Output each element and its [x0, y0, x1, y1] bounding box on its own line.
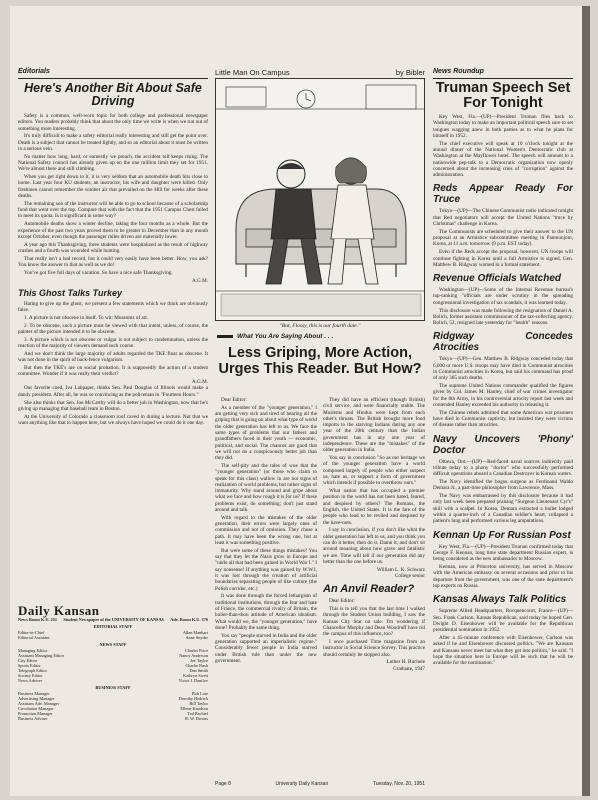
news-paragraph: The chief executive will speak at 10 o'clock tonight at the annual dinner of the National Women's Democratic club at Washington at the Mayflower hotel. The speech will amount to a nationwide pep-talk to a Democratic organization now openly concerned about the increasing cries of "corruption" against the administration.	[433, 140, 573, 179]
staff-role: Business Adviser	[18, 716, 48, 722]
paragraph: You say in conclusion "So as our heritage we of the younger generation have a world composed largely of people who either suspect us, hate us, or support a form of government which intends if possible to overthrow ours."	[323, 455, 425, 487]
news-headline: Revenue Officials Watched	[433, 273, 562, 285]
paragraph: 2. To be obscene, such a picture must be viewed with that intent, unless, of course, the painter of the picture intended it to be obscene.	[18, 322, 208, 336]
editorial-signature: A.G.M.	[192, 277, 208, 284]
staff-person: Charles Price	[184, 648, 208, 654]
ads-room: Adv. Room K.U. 376	[170, 617, 208, 623]
news-paragraph: After a 45-minute conference with Eisenhower, Carlson was asked if he and Eisenhower discussed politics. "We are Kansans and Kansans never meet but what they get into politics," he said. "I hope the situation here in Europe will be such that he will be available for the nomination."	[433, 634, 573, 667]
paragraph: Safety is a common, well-worn topic for both college and professional newspaper editors. You readers probably think that about the only time we write is when we run out of something more interesting.	[18, 113, 208, 132]
news-paragraph: Even if the Reds accept the proposal, however, UN troops will continue fighting in Korea until a full Armistice is signed, Gen. Matthew B. Ridgway warned in a formal statement.	[433, 249, 573, 268]
staff-person: Ted Bachtel	[187, 711, 208, 717]
paragraph: Dear Editor:	[221, 397, 247, 403]
news-headline: Navy Uncovers 'Phony' Doctor	[433, 433, 573, 456]
staff-role: Assistant Adv. Manager	[18, 701, 60, 707]
news-paragraph: Ottawa, Ont.—(UP)—Red-faced naval sources indirectly paid tribute today to a phony "doctor" who successfully performed difficult operations aboard a Canadian Destroyer in Korean waters.	[433, 458, 573, 478]
news-paragraph: Tokyo—(UP)—The Chinese Communist radio indicated tonight that Red negotiators will accept the United Nations "truce by Christmas" challenge in Korea.	[433, 208, 573, 228]
anvil-signature: Luther H. Buchele	[386, 659, 425, 666]
news-staff-list	[18, 648, 208, 683]
paragraph: She also thinks that Sen. Joe McCarthy will do a better job in Washington, now that he's giving up managing that baseball team in Boston.	[18, 399, 208, 412]
staff-person: Ellene Knudson	[180, 706, 208, 712]
news-column	[433, 78, 573, 793]
staff-row	[18, 635, 208, 640]
news-paragraph: Supreme Allied Headquarters, Rocquencourt, France—(UP)—Sen. Frank Carlson, Kansas Republican, said today he hoped Gen. Dwight D. Eisenhower will be available for the Republican presidential nomination in 1952.	[433, 608, 573, 634]
masthead-title: Daily Kansan	[18, 603, 100, 618]
staff-role: Promotion Manager	[18, 711, 53, 717]
staff-row	[18, 678, 208, 683]
staff-role: Circulation Manager	[18, 706, 54, 712]
paragraph: It's truly difficult to make a safety editorial really interesting and still get the point over. Death is a subject that cannot be treated lightly, and so an editorial about it must be written in a serious vein.	[18, 133, 208, 152]
news-paragraph: The Chinese rebels admitted that some American war prisoners have died in Communist captivity, but insisted they were victims of disease rather than atrocities.	[433, 409, 573, 429]
news-paragraph: The Navy identified the bogus surgeon as Ferdinand Waldo Demara Jr., a part-time philosopher from Lawrence, Mass.	[433, 479, 573, 492]
ghost-signature: A.G.M.	[192, 379, 208, 386]
news-paragraph: The Navy was embarrassed by this disclosure because it had only last week been prepared praising "Surgeon Lieutenant Cyr's" skill with a scalpel. In Korea, Demara extracted a bullet lodged within a quarter-inch of a Canadian soldier's heart, collapsed a patient's lung and performed various leg amputations.	[433, 493, 573, 525]
anvil-body	[323, 598, 425, 658]
letter-signature-title: College senior	[394, 573, 425, 580]
staff-person: Allan Manhart	[182, 630, 208, 636]
paragraph: You've got five full days of vacation. So have a nice safe Thanksgiving.	[24, 269, 173, 276]
paragraph: A year ago this Thanksgiving, three students were hospitalized as the result of highway crashes and a fourth was wounded while hunting.	[18, 241, 208, 254]
news-paragraph: This disclosure was made following the resignation of Daniel A. Bolich, former assistant commissioner of the tax-collecting agency. Bolich, 52, resigned late yesterday for "health" reasons.	[433, 307, 573, 327]
letter-signature: William L. K. Schwarz	[376, 566, 425, 573]
staff-role: Editor-in-Chief	[18, 630, 45, 636]
paragraph: Hating to give up the ghost, we present a few statements which we think are obviously false.	[18, 300, 208, 314]
staff-row	[18, 716, 208, 721]
paragraph: They did have an efficient (though British) civil service, and were financially stable. The Moslems and Hindus were kept from each other's throats. The British brought more food imports to the starving Indians during any one year of the 20th century than the Indian government has in any one year of independence. These are the "mistakes" of the older generation in India.	[323, 397, 425, 454]
page-footer	[215, 781, 425, 787]
cartoon-author: by Bibler	[395, 68, 425, 77]
letters-headline: Less Griping, More Action, Urges This Reader. But How?	[218, 345, 422, 377]
anvil-headline: An Anvil Reader?	[323, 583, 415, 596]
staff-person: Bill Taylor	[189, 701, 208, 707]
staff-person: Dorothy Hedrick	[178, 696, 208, 702]
news-paragraph: Kennan, now at Princeton university, has served in Moscow with the American embassy on several occasions and prior to his departure from the government, was one of the state department's top experts on Russia.	[433, 564, 573, 589]
staff-person: R. W. Downs	[185, 716, 208, 722]
footer-paper: University Daily Kansan	[275, 781, 329, 787]
staff-role: City Editor	[18, 658, 38, 664]
staff-role: Assistant Managing Editor	[18, 653, 65, 659]
paragraph: No matter how long, hard, or earnestly we preach, the accident toll keeps rising. The National Safety council has already given up on the one million limit they set for 1951. We're almost there and still climbing.	[18, 153, 208, 173]
paragraph: The remaining son of the instructor will be able to go to school because of a scholarship fund that went over the top. Compare that with the fact that the 1951 Campus Chest failed to meet its quota. Is it significant in some way?	[18, 200, 208, 220]
news-headline: Kansas Always Talk Politics	[433, 594, 567, 606]
staff-person: Dan Smith	[189, 668, 208, 674]
editorials-column	[18, 78, 208, 598]
paragraph: And we don't think the large majority of adults regarded the TKE float as obscene. It was not done in the spirit of back-fence vulgarism.	[18, 351, 208, 364]
editorial-headline: Here's Another Bit About Safe Driving	[24, 81, 202, 108]
news-paragraph: The supreme United Nations commander qualified the figures given by Col. James M. Hanley, chief of war crimes investigator for the 8th Army, in his controversial atrocity report last week and contended Hanley exceeded his authority in releasing it.	[433, 383, 573, 408]
cartoon-caption: "But, Flossy, this is our fourth date."	[279, 323, 361, 329]
staff-person: Charlie Bush	[185, 663, 208, 669]
staff-role: Editorial Assistant	[18, 635, 50, 641]
news-headline: Truman Speech Set For Tonight	[435, 80, 571, 111]
editorial-body	[18, 113, 208, 276]
staff-person: Nancy Anderson	[179, 653, 208, 659]
staff-person: Victor J. Danilov	[178, 678, 208, 684]
page-edge-shadow	[582, 6, 590, 796]
ghost-body	[18, 301, 208, 378]
letter-column-2	[323, 397, 425, 777]
news-headline: Ridgway Concedes Atrocities	[433, 331, 573, 354]
footer-page: Page 8	[215, 781, 231, 787]
news-paragraph: Key West, Fla.—(UP)—President Truman confirmed today that George F. Kennan, long time state department Russian expert, is being considered as the new ambassador to Moscow.	[433, 543, 573, 563]
business-staff-list	[18, 691, 208, 721]
paragraph: But were some of these things mistakes? You say that they let the Nazis grow in Europe and "undo all that had been gained in World War I." I say nonsense! If anything was gained by W.W.I, it was lost through the creation of artificial boundaries separating people of like culture (the Polish corridor, etc.)	[215, 547, 317, 592]
paragraph: But then the TKE's are on social probation. It is supposedly the action of a student committee. Wonder if it was really their verdict?	[18, 365, 208, 378]
editorial-staff-list	[18, 630, 208, 640]
news-roundup-label: News Roundup	[433, 68, 484, 75]
news-headline: Reds Appear Ready For Truce	[433, 183, 573, 206]
paragraph: You say "people starved in India and the older generation supported an imperialistic regime." Considerably fewer people in India starved under British rule than under the new government.	[215, 632, 317, 664]
ghost-headline: This Ghost Talks Turkey	[18, 287, 123, 298]
staff-role: Sports Editor	[18, 663, 41, 669]
paragraph: This is to tell you that the last time I walked through the Student Union building, I saw the Kansas City Star on sale. I'm wondering if Chancellor Murphy and Dean Woodruff have rid the campus of this influence, too?	[323, 606, 425, 638]
staff-role: Managing Editor	[18, 648, 48, 654]
letter-body-2	[323, 397, 425, 565]
staff-person: Bob Lotz	[191, 691, 208, 697]
staff-role: News Adviser	[18, 678, 43, 684]
news-room: News Room K.U. 251	[18, 617, 58, 623]
news-paragraph: Key West, Fla.—(UP)—President Truman flies back to Washington today to make an important political speech sure to set tongues wagging anew in both parties as to what he plans for himself in 1952.	[433, 114, 573, 139]
news-paragraph: The Communists are scheduled to give their answer to the UN proposal at an Armistice subcommittee meeting in Panmunjom, Korea, at 11 a.m. tomorrow (9 p.m. EST today).	[433, 228, 573, 248]
anvil-signature-title: Graduate, 1947	[393, 665, 425, 672]
paragraph: Automobile deaths show a winter decline, taking the four months as a whole. But the experience of the past two years proved them to be greater in December than in any month except October, even though the passenger miles driven are materially lower.	[18, 221, 208, 240]
paragraph: Our favorite coed, Iva Labpaper, thinks Sen. Paul Douglas of Illinois would make a dandy president. After all, he was so convincing as the policeman in "Fourteen Hours."	[18, 385, 208, 398]
cartoon-illustration	[215, 78, 425, 321]
staff-role: Society Editor	[18, 673, 43, 679]
news-headline: Kennan Up For Russian Post	[433, 529, 571, 541]
paragraph: 3. A picture which is not obscene or vulgar is not subject to condemnation, unless the reaction of the majority of viewers demand such course.	[18, 336, 208, 350]
news-staff-label: NEWS STAFF	[99, 642, 127, 648]
staff-person: Joe Taylor	[190, 658, 208, 664]
paragraph: The self-pity and the tales of woe that the "younger generation" (or those who claim to speak for this class) wallow in are not signs of realization of world problems, but rather signs of immaturity. Why stand around and gripe about what we face and how rough it is for us? If these problems exist, do something; don't just stand around and talk.	[215, 462, 317, 514]
paragraph: 1. A picture is not obscene in itself. To wit: Museums of art.	[24, 315, 149, 322]
business-staff-label: BUSINESS STAFF	[95, 685, 131, 691]
paragraph: At the University of Colorado a classroom roof caved in during a lecture. Not that we want anything like that to happen here, but we always have hoped we could do it one day.	[18, 413, 208, 426]
staff-role: Telegraph Editor	[18, 668, 47, 674]
newspaper-of: Student Newspaper of the UNIVERSITY OF KANSAS	[63, 617, 164, 623]
editorials-label: Editorials	[18, 68, 50, 75]
closing-body	[18, 385, 208, 426]
editorial-staff-label: EDITORIAL STAFF	[93, 624, 133, 630]
staff-role: Business Manager	[18, 691, 50, 697]
staff-person: Anne Snyder	[185, 635, 208, 641]
cartoon-drawing	[216, 79, 425, 321]
paragraph: Dear Editor:	[329, 598, 355, 605]
letters-section-label: What You Are Saying About . . .	[215, 331, 425, 342]
paragraph: When you get right down to it, it is very seldom that an automobile death hits close to home. Last year four KU students, an instructor, his wife and daughter were killed. Only freshmen cannot remember the somber air that prevailed on the Hill for weeks after these deaths.	[18, 174, 208, 200]
news-paragraph: Washington—(UP)—Some of the Internal Revenue bureau's top-ranking "officials are under scrutiny in the spreading congressional investigation of tax scandals, it was learned today.	[433, 287, 573, 306]
staff-role: Advertising Manager	[18, 696, 55, 702]
staff-person: Kathryn Swett	[183, 673, 208, 679]
news-paragraph: Tokyo—(UP)—Gen. Matthew B. Ridgway conceded today that 6,000 or more U.S. troops may have died in Communist atrocities in Communist atrocities in Korea, but said his command has proof of only 365 such deaths.	[433, 356, 573, 382]
masthead-block	[18, 602, 208, 792]
paragraph: It was done through the forced lethargism of traditional institutions, through the fear and hate of France, the commercial rivalry of Britain, the holier-than-thou attitude of American idealism. What would we, the "younger generation," have done? Probably the same thing.	[215, 593, 317, 631]
newspaper-page	[10, 6, 590, 796]
paragraph: What nation that has occupied a premier position in the world has not been hated, feared, and despised by others? The Romans, the English, the United States. It is the fate of the people who lead to be reviled and despised by the have-nots.	[323, 488, 425, 526]
cartoon-title-bar	[215, 68, 425, 77]
paragraph: With regard to the mistakes of the older generation, their errors were largely ones of commission and not of omission. They chose a path. It may have been the wrong one, but at least it was something positive.	[215, 514, 317, 547]
paragraph: That really isn't a bad record, but it could very easily have been better. How, you ask? You know the answer to that as well as we do!	[18, 255, 208, 269]
cartoon-title: Little Man On Campus	[215, 68, 290, 77]
paragraph: I say in conclusion, if you don't like what the older generation has left to us, and you think you can do it better, then do it. Damn it, and don't sit around moaning about how grave and fatalistic we are. Time will tell if our generation did any better than the one before us.	[323, 527, 425, 565]
letter-column-1	[215, 397, 317, 777]
footer-date: Tuesday, Nov. 20, 1951	[372, 781, 425, 787]
paragraph: As a member of the "younger generation," I am getting very sick and tired of hearing all the griping that is going on about what type of world the older generation has left to us. We face the same types of problems that our fathers and grandfathers faced in their youth — economic, political, and social. The chances are good that we will not do a conspicuously better job than they did.	[215, 404, 317, 462]
paragraph: I once purchased Time magazine from an instructor in Social Science Survey. This practice should certainly be stopped also.	[323, 639, 425, 658]
